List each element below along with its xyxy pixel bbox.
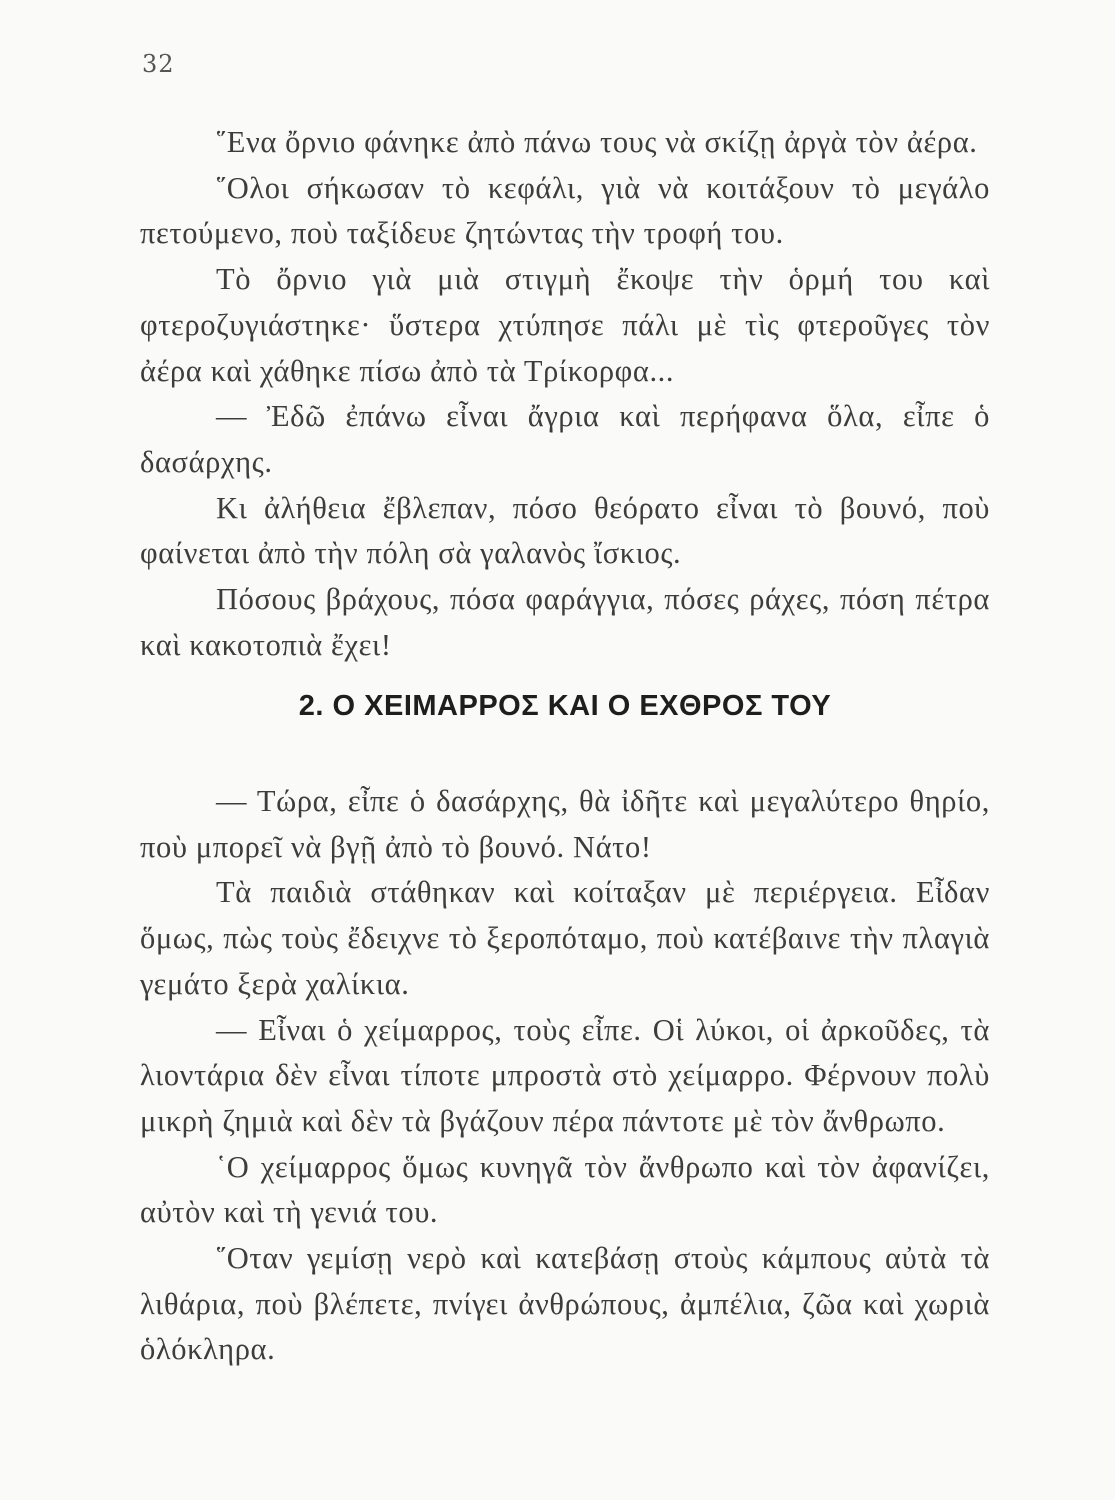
paragraph: — Εἶναι ὁ χείμαρρος, τοὺς εἶπε. Οἱ λύκοι, οἱ ἀρκοῦδες, τὰ λιοντάρια δὲν εἶναι τίποτε μπροστὰ στὸ χείμαρρο. Φέρνουν πολὺ μικρὴ ζημιὰ καὶ δὲν τὰ βγάζουν πέρα πάντοτε μὲ τὸν ἄνθρωπο. <box>140 1012 990 1138</box>
text-section-2 <box>140 779 990 1373</box>
paragraph: ῞Οταν γεμίσῃ νερὸ καὶ κατεβάσῃ στοὺς κάμπους αὐτὰ τὰ λιθάρια, ποὺ βλέπετε, πνίγει ἀνθρώπους, ἀμπέλια, ζῶα καὶ χωριὰ ὁλόκληρα. <box>140 1241 990 1367</box>
paragraph: ῾Ο χείμαρρος ὅμως κυνηγᾶ τὸν ἄνθρωπο καὶ τὸν ἀφανίζει, αὐτὸν καὶ τὴ γενιά του. <box>140 1149 990 1230</box>
chapter-heading: 2. Ο ΧΕΙΜΑΡΡΟΣ ΚΑΙ Ο ΕΧΘΡΟΣ ΤΟΥ <box>298 690 832 722</box>
text-section-1 <box>140 120 990 668</box>
paragraph: ῞Ολοι σήκωσαν τὸ κεφάλι, γιὰ νὰ κοιτάξουν τὸ μεγάλο πετούμενο, ποὺ ταξίδευε ζητώντας τὴν τροφή του. <box>140 170 990 251</box>
paragraph: — Τώρα, εἶπε ὁ δασάρχης, θὰ ἰδῆτε καὶ μεγαλύτερο θηρίο, ποὺ μπορεῖ νὰ βγῇ ἀπὸ τὸ βουνό. Νάτο! <box>140 784 990 864</box>
page-number: 32 <box>142 50 175 78</box>
paragraph: Κι ἀλήθεια ἔβλεπαν, πόσο θεόρατο εἶναι τὸ βουνό, ποὺ φαίνεται ἀπὸ τὴν πόλη σὰ γαλανὸς ἴσκιος. <box>140 490 990 571</box>
paragraph: ῞Ενα ὄρνιο φάνηκε ἀπὸ πάνω τους νὰ σκίζῃ ἀργὰ τὸν ἀέρα. <box>216 125 978 159</box>
paragraph: Τὸ ὄρνιο γιὰ μιὰ στιγμὴ ἔκοψε τὴν ὁρμή του καὶ φτεροζυγιάστηκε· ὕστερα χτύπησε πάλι μὲ τὶς φτεροῦγες τὸν ἀέρα καὶ χάθηκε πίσω ἀπὸ τὰ Τρίκορφα... <box>140 262 990 388</box>
paragraph: Πόσους βράχους, πόσα φαράγγια, πόσες ράχες, πόση πέτρα καὶ κακοτοπιὰ ἔχει! <box>140 582 990 662</box>
paragraph: Τὰ παιδιὰ στάθηκαν καὶ κοίταξαν μὲ περιέργεια. Εἶδαν ὅμως, πὼς τοὺς ἔδειχνε τὸ ξεροπόταμο, ποὺ κατέβαινε τὴν πλαγιὰ γεμάτο ξερὰ χαλίκια. <box>140 875 990 1001</box>
paragraph: — Ἐδῶ ἐπάνω εἶναι ἄγρια καὶ περήφανα ὅλα, εἶπε ὁ δασάρχης. <box>140 399 990 479</box>
